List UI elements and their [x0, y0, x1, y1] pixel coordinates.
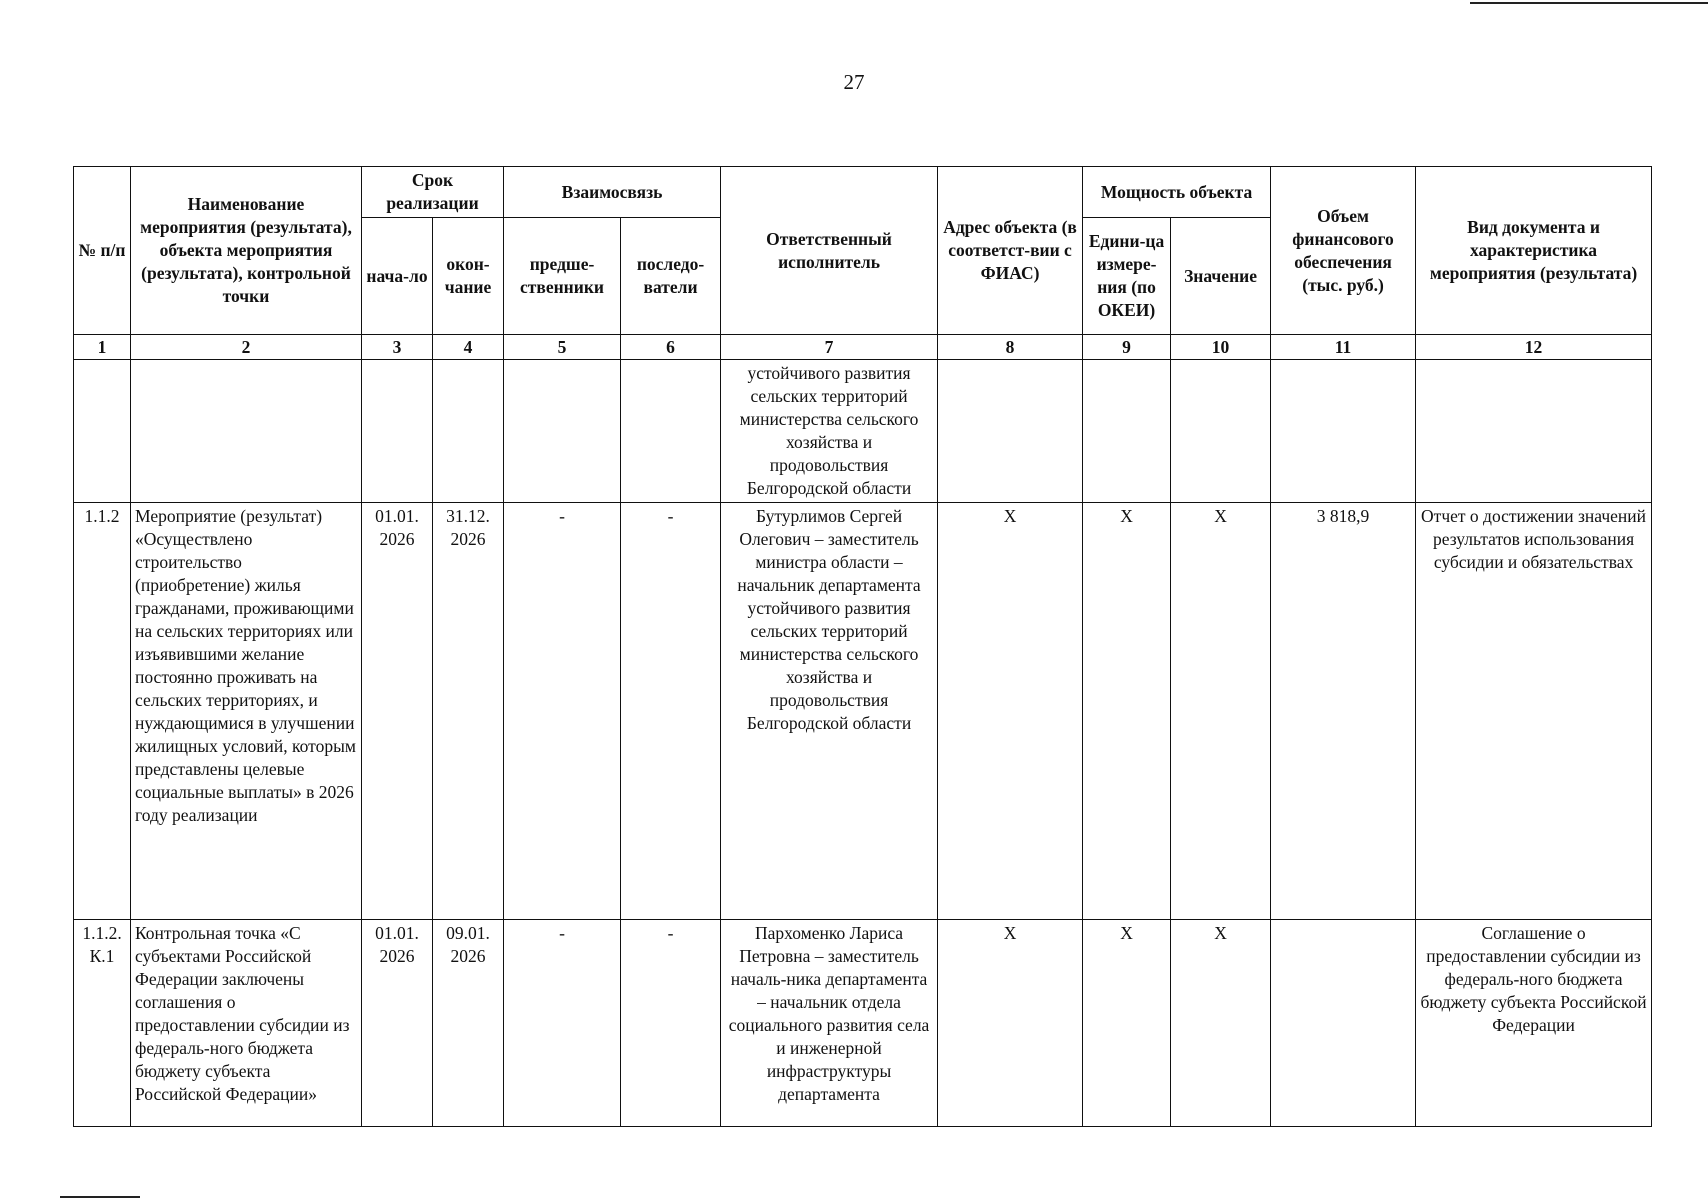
column-number: 2 [131, 335, 362, 360]
table-row [74, 360, 1652, 503]
scan-edge-bottom-left [60, 1196, 140, 1198]
cell-value: Х [1171, 503, 1271, 920]
cell-responsible: Бутурлимов Сергей Олегович – заместитель министра области – начальник департамента устойчивого развития сельских территорий министерства сельского хозяйства и продовольствия Белгородской области [721, 503, 938, 920]
cell-end: 31.12. 2026 [433, 503, 504, 920]
table-row [74, 503, 1652, 920]
cell-successors [621, 360, 721, 503]
header-row-top [74, 167, 1652, 218]
header-value: Значение [1171, 218, 1271, 335]
cell-finance [1271, 920, 1416, 1127]
cell-unit [1083, 360, 1171, 503]
header-end: окон-чание [433, 218, 504, 335]
header-term: Срок реализации [362, 167, 504, 218]
column-number: 5 [504, 335, 621, 360]
cell-end [433, 360, 504, 503]
column-number: 7 [721, 335, 938, 360]
cell-start [362, 360, 433, 503]
cell-num [74, 360, 131, 503]
header-start: нача-ло [362, 218, 433, 335]
header-doc: Вид документа и характеристика мероприятия (результата) [1416, 167, 1652, 335]
header-capacity: Мощность объекта [1083, 167, 1271, 218]
column-number: 9 [1083, 335, 1171, 360]
cell-num: 1.1.2. К.1 [74, 920, 131, 1127]
column-number: 1 [74, 335, 131, 360]
cell-doc: Соглашение о предоставлении субсидии из федераль-ного бюджета бюджету субъекта Российской Федерации [1416, 920, 1652, 1127]
header-unit: Едини-ца измере-ния (по ОКЕИ) [1083, 218, 1171, 335]
cell-successors: - [621, 920, 721, 1127]
column-number: 6 [621, 335, 721, 360]
scan-edge-top-right [1470, 2, 1708, 4]
header-finance: Объем финансового обеспечения (тыс. руб.) [1271, 167, 1416, 335]
column-number: 10 [1171, 335, 1271, 360]
header-responsible: Ответственный исполнитель [721, 167, 938, 335]
column-number: 8 [938, 335, 1083, 360]
header-num: № п/п [74, 167, 131, 335]
cell-address: Х [938, 920, 1083, 1127]
cell-predecessors: - [504, 920, 621, 1127]
program-plan-table [73, 166, 1652, 1127]
table-row [74, 920, 1652, 1127]
cell-doc: Отчет о достижении значений результатов использования субсидии и обязательствах [1416, 503, 1652, 920]
cell-start: 01.01. 2026 [362, 503, 433, 920]
header-name: Наименование мероприятия (результата), объекта мероприятия (результата), контрольной точки [131, 167, 362, 335]
cell-successors: - [621, 503, 721, 920]
cell-value: Х [1171, 920, 1271, 1127]
cell-name: Мероприятие (результат) «Осуществлено строительство (приобретение) жилья гражданами, проживающими на сельских территориях или изъявившими желание постоянно проживать на сельских территориях, и нуждающимися в улучшении жилищных условий, которым представлены целевые социальные выплаты» в 2026 году реализации [131, 503, 362, 920]
cell-name [131, 360, 362, 503]
cell-name: Контрольная точка «С субъектами Российской Федерации заключены соглашения о предоставлении субсидии из федераль-ного бюджета бюджету субъекта Российской Федерации» [131, 920, 362, 1127]
header-predecessors: предше-ственники [504, 218, 621, 335]
header-relation: Взаимосвязь [504, 167, 721, 218]
cell-responsible: устойчивого развития сельских территорий министерства сельского хозяйства и продовольствия Белгородской области [721, 360, 938, 503]
cell-unit: Х [1083, 920, 1171, 1127]
header-successors: последо-ватели [621, 218, 721, 335]
column-number-row [74, 335, 1652, 360]
page-number: 27 [843, 70, 865, 94]
cell-value [1171, 360, 1271, 503]
header-address: Адрес объекта (в соответст-вии с ФИАС) [938, 167, 1083, 335]
column-number: 3 [362, 335, 433, 360]
cell-address: Х [938, 503, 1083, 920]
cell-finance: 3 818,9 [1271, 503, 1416, 920]
cell-predecessors: - [504, 503, 621, 920]
cell-responsible: Пархоменко Лариса Петровна – заместитель началь-ника департамента – начальник отдела социального развития села и инженерной инфраструктуры департамента [721, 920, 938, 1127]
cell-doc [1416, 360, 1652, 503]
cell-num: 1.1.2 [74, 503, 131, 920]
cell-finance [1271, 360, 1416, 503]
column-number: 4 [433, 335, 504, 360]
cell-unit: Х [1083, 503, 1171, 920]
cell-end: 09.01. 2026 [433, 920, 504, 1127]
column-number: 12 [1416, 335, 1652, 360]
cell-predecessors [504, 360, 621, 503]
cell-address [938, 360, 1083, 503]
cell-start: 01.01. 2026 [362, 920, 433, 1127]
column-number: 11 [1271, 335, 1416, 360]
